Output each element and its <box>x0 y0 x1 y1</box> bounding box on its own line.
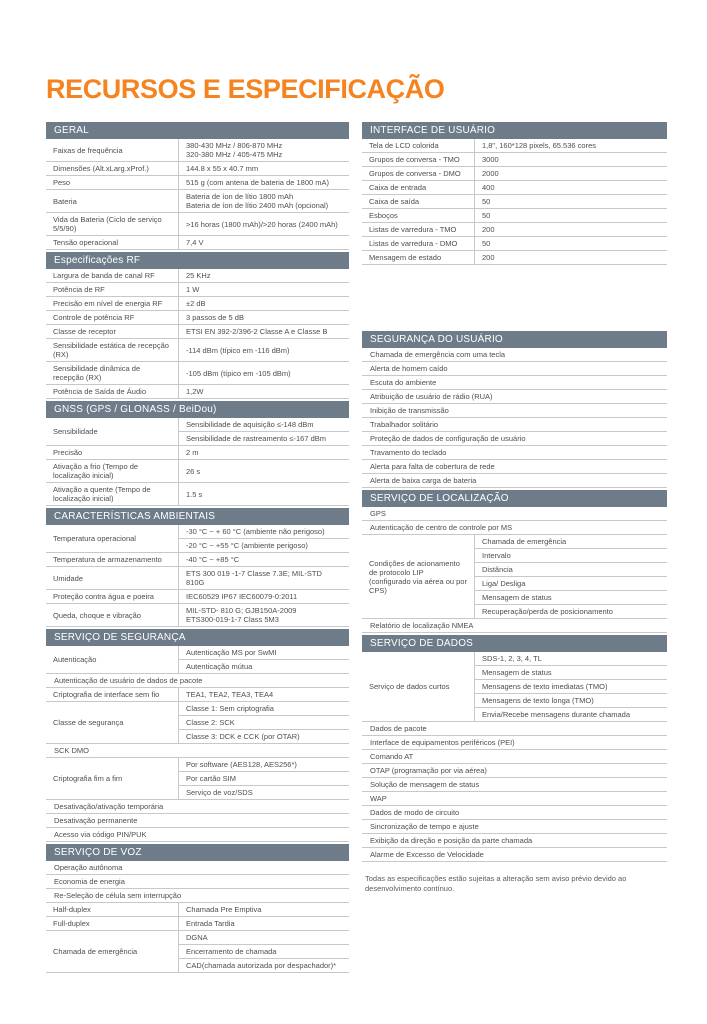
feature-row: Trabalhador solitário <box>362 418 667 432</box>
section-servico-de-seguranca <box>46 629 349 842</box>
spec-label: Dimensões (Alt.xLarg.xProf.) <box>53 164 149 173</box>
spec-label: Classe de receptor <box>53 327 116 336</box>
feature-row: Sincronização de tempo e ajuste <box>362 820 667 834</box>
section-caracteristicas-ambientais-header: CARACTERÍSTICAS AMBIENTAIS <box>46 508 349 525</box>
section-caracteristicas-ambientais <box>46 508 349 627</box>
spec-value-line: Bateria de íon de lítio 2400 mAh (opcional) <box>186 201 329 210</box>
feature-row: Economia de energia <box>46 875 349 889</box>
spec-value-list <box>178 418 349 445</box>
spec-value: IEC60529 IP67 IEC60079-0:2011 <box>178 590 349 603</box>
section-geral <box>46 122 349 250</box>
spec-label: Full-duplex <box>53 919 90 928</box>
spec-label: Chamada de emergência <box>53 947 138 956</box>
spec-value: 50 <box>474 195 667 208</box>
spec-label: Queda, choque e vibração <box>53 610 141 620</box>
spec-value-list <box>178 646 349 673</box>
section-especificacoes-rf-header: Especificações RF <box>46 252 349 269</box>
spec-value: 200 <box>474 251 667 264</box>
spec-value: 3 passos de 5 dB <box>178 311 349 324</box>
feature-row: Comando AT <box>362 750 667 764</box>
spec-label: Precisão <box>53 448 83 457</box>
spec-value <box>178 190 349 212</box>
spec-value: Por software (AES128, AES256*) <box>179 758 349 772</box>
spec-value-line: ETS300-019-1-7 Class 5M3 <box>186 615 279 624</box>
spec-value: 50 <box>474 209 667 222</box>
spec-value: Entrada Tardia <box>178 917 349 930</box>
spec-row <box>362 167 667 181</box>
spec-value-line: Bateria de íon de lítio 1800 mAh <box>186 192 294 201</box>
spec-label: Sensibilidade estática de recepção (RX) <box>53 341 169 359</box>
spec-label: Bateria <box>53 196 77 206</box>
spec-label: Umidade <box>53 573 84 583</box>
left-column <box>46 122 349 975</box>
spec-row <box>46 311 349 325</box>
feature-row: Alarme de Excesso de Velocidade <box>362 848 667 862</box>
section-servico-de-voz-header: SERVIÇO DE VOZ <box>46 844 349 861</box>
spec-value: DGNA <box>179 931 349 945</box>
spec-label: Largura de banda de canal RF <box>53 271 155 280</box>
spec-value: Intervalo <box>475 549 667 563</box>
spec-value: 2 m <box>178 446 349 459</box>
footnote-text: Todas as especificações estão sujeitas a alteração sem aviso prévio devido ao desenvolvimento contínuo. <box>365 874 627 893</box>
spec-row <box>46 385 349 399</box>
spec-row <box>46 483 349 506</box>
spec-row <box>46 297 349 311</box>
spec-value: Mensagem de status <box>475 666 667 680</box>
section-geral-header: GERAL <box>46 122 349 139</box>
spec-row <box>46 176 349 190</box>
spec-row <box>362 223 667 237</box>
spec-value: 400 <box>474 181 667 194</box>
spec-label: Grupos de conversa - DMO <box>369 169 461 178</box>
spec-label: Sensibilidade <box>53 427 98 436</box>
spec-label: Potência de Saída de Áudio <box>53 387 146 396</box>
spec-label: Potência de RF <box>53 285 105 294</box>
spec-value: Distância <box>475 563 667 577</box>
spec-value-line: MIL-STD- 810 G; GJB150A-2009 <box>186 606 297 615</box>
spec-value: ETS 300 019 -1-7 Classe 7.3E; MIL-STD 810G <box>178 567 349 589</box>
spec-row <box>46 325 349 339</box>
feature-row: Travamento do teclado <box>362 446 667 460</box>
spec-label: Temperatura de armazenamento <box>53 555 162 564</box>
spec-value: ±2 dB <box>178 297 349 310</box>
spec-value: CAD(chamada autorizada por despachador)* <box>186 961 337 970</box>
spec-value: -20 °C ~ +55 °C (ambiente perigoso) <box>186 541 308 550</box>
spec-value: Autenticação MS por SwMI <box>179 646 349 660</box>
spec-value: Liga/ Desliga <box>475 577 667 591</box>
spec-value: Classe 3: DCK e CCK (por OTAR) <box>186 732 300 741</box>
spec-value: 3000 <box>474 153 667 166</box>
spec-row <box>46 339 349 362</box>
spec-label: Criptografia de interface sem fio <box>53 690 160 699</box>
spec-value: 200 <box>474 223 667 236</box>
spec-label: Caixa de saída <box>369 197 420 206</box>
spec-value: Encerramento de chamada <box>179 945 349 959</box>
feature-row: Acesso via código PIN/PUK <box>46 828 349 842</box>
section-seguranca-do-usuario <box>362 331 667 488</box>
spec-label: Listas de varredura - DMO <box>369 239 458 248</box>
feature-row: GPS <box>362 507 667 521</box>
spec-value: SDS-1, 2, 3, 4, TL <box>475 652 667 666</box>
spec-value: Mensagens de texto longa (TMO) <box>475 694 667 708</box>
spec-value: -40 °C ~ +85 °C <box>178 553 349 566</box>
spec-value: Mensagens de texto imediatas (TMO) <box>475 680 667 694</box>
spec-value: Classe 2: SCK <box>179 716 349 730</box>
spec-row <box>46 567 349 590</box>
section-servico-de-seguranca-header: SERVIÇO DE SEGURANÇA <box>46 629 349 646</box>
spec-group-row <box>46 758 349 800</box>
feature-row: Autenticação de centro de controle por MS <box>362 521 667 535</box>
spec-label: Autenticação <box>53 655 97 664</box>
spec-value-list <box>178 758 349 799</box>
spec-label: Faixas de frequência <box>53 145 123 155</box>
spec-row <box>46 604 349 627</box>
feature-row: Re-Seleção de célula sem interrupção <box>46 889 349 903</box>
spec-value: Mensagem de status <box>475 591 667 605</box>
feature-row: Alerta para falta de cobertura de rede <box>362 460 667 474</box>
spec-value: 1,2W <box>178 385 349 398</box>
spec-value: 7,4 V <box>178 236 349 249</box>
spec-label: Condições de acionamento de protocolo LIP (configurado via aérea ou por CPS) <box>369 558 467 595</box>
section-servico-de-localizacao-header: SERVIÇO DE LOCALIZAÇÃO <box>362 490 667 507</box>
spec-row <box>46 460 349 483</box>
spec-label: Esboços <box>369 211 398 220</box>
spec-group-row <box>46 931 349 973</box>
spec-value: -105 dBm (típico em -105 dBm) <box>178 362 349 384</box>
spec-label: Caixa de entrada <box>369 183 427 192</box>
feature-row: SCK DMO <box>46 744 349 758</box>
spec-label: Classe de segurança <box>53 718 124 727</box>
spec-value: TEA1, TEA2, TEA3, TEA4 <box>178 688 349 701</box>
spec-label: Ativação a quente (Tempo de localização inicial) <box>53 485 151 503</box>
feature-row: Operação autônoma <box>46 861 349 875</box>
feature-row: Alerta de homem caído <box>362 362 667 376</box>
spec-value: 50 <box>474 237 667 250</box>
spec-label: Listas de varredura - TMO <box>369 225 457 234</box>
spec-label: Temperatura operacional <box>53 534 136 543</box>
spec-value-list <box>178 525 349 552</box>
feature-row: Interface de equipamentos periféricos (PEI) <box>362 736 667 750</box>
section-interface-de-usuario-header: INTERFACE DE USUÁRIO <box>362 122 667 139</box>
feature-row: Escuta do ambiente <box>362 376 667 390</box>
spec-value: Serviço de voz/SDS <box>186 788 253 797</box>
spec-row <box>362 251 667 265</box>
spec-value: 26 s <box>178 460 349 482</box>
page-title: RECURSOS E ESPECIFICAÇÃO <box>46 74 445 104</box>
spec-value: 1,8", 160*128 pixels, 65.536 cores <box>474 139 667 152</box>
spec-value: 515 g (com antena de bateria de 1800 mA) <box>178 176 349 189</box>
spec-value: -114 dBm (típico em -116 dBm) <box>178 339 349 361</box>
spec-group-row <box>46 525 349 553</box>
section-servico-de-localizacao <box>362 490 667 633</box>
spec-value: Sensibilidade de aquisição ≤-148 dBm <box>179 418 349 432</box>
right-column <box>362 122 667 894</box>
spec-value: Chamada de emergência <box>475 535 667 549</box>
section-servico-de-dados-header: SERVIÇO DE DADOS <box>362 635 667 652</box>
feature-row: Atribuição de usuário de rádio (RUA) <box>362 390 667 404</box>
spec-value-list <box>474 535 667 618</box>
spec-label: Controle de potência RF <box>53 313 135 322</box>
spec-row <box>46 283 349 297</box>
section-servico-de-voz <box>46 844 349 973</box>
spec-value-list <box>178 931 349 972</box>
spec-row <box>362 237 667 251</box>
spec-row <box>362 209 667 223</box>
spec-label: Precisão em nível de energia RF <box>53 299 163 308</box>
spec-value: ETSI EN 392-2/396-2 Classe A e Classe B <box>178 325 349 338</box>
section-seguranca-do-usuario-header: SEGURANÇA DO USUÁRIO <box>362 331 667 348</box>
spec-value: -30 °C ~ + 60 °C (ambiente não perigoso) <box>179 525 349 539</box>
spec-value: 144.8 x 55 x 40.7 mm <box>178 162 349 175</box>
feature-row: Dados de modo de circuito <box>362 806 667 820</box>
feature-row: Chamada de emergência com uma tecla <box>362 348 667 362</box>
spec-value: Chamada Pre Emptiva <box>178 903 349 916</box>
feature-row: Relatório de localização NMEA <box>362 619 667 633</box>
spec-group-row <box>46 418 349 446</box>
spec-value-list <box>178 702 349 743</box>
spec-row <box>362 195 667 209</box>
spec-label: Half-duplex <box>53 905 91 914</box>
spec-value <box>178 139 349 161</box>
spec-value <box>178 604 349 626</box>
spec-row <box>46 917 349 931</box>
spec-row <box>46 190 349 213</box>
spec-label: Vida da Bateria (Ciclo de serviço 5/5/90) <box>53 215 162 233</box>
spec-label: Grupos de conversa - TMO <box>369 155 460 164</box>
spec-label: Peso <box>53 178 71 187</box>
spec-row <box>46 213 349 236</box>
spec-group-row <box>46 702 349 744</box>
section-servico-de-dados <box>362 635 667 862</box>
section-interface-de-usuario <box>362 122 667 265</box>
section-gnss <box>46 401 349 506</box>
spec-label: Mensagem de estado <box>369 253 442 262</box>
spec-value: Autenticação mútua <box>186 662 253 671</box>
feature-row: OTAP (programação por via aérea) <box>362 764 667 778</box>
spec-value-line: 380-430 MHz / 806-870 MHz <box>186 141 283 150</box>
spec-label: Proteção contra água e poeira <box>53 592 154 601</box>
spec-row <box>46 553 349 567</box>
spec-label: Sensibilidade dinâmica de recepção (RX) <box>53 364 141 382</box>
feature-row: Inibição de transmissão <box>362 404 667 418</box>
spec-value: 1 W <box>178 283 349 296</box>
spec-row <box>362 153 667 167</box>
spec-row <box>362 181 667 195</box>
spec-value: 1.5 s <box>178 483 349 505</box>
spec-row <box>46 269 349 283</box>
spec-columns <box>46 122 667 975</box>
spec-row <box>46 162 349 176</box>
spec-row <box>46 590 349 604</box>
feature-row: Exibição da direção e posição da parte chamada <box>362 834 667 848</box>
spec-label: Criptografia fim a fim <box>53 774 123 783</box>
spec-value-line: 320-380 MHz / 405-475 MHz <box>186 150 283 159</box>
spec-value-list <box>474 652 667 721</box>
spec-row <box>46 236 349 250</box>
spec-value: 2000 <box>474 167 667 180</box>
spec-group-row <box>362 652 667 722</box>
feature-row: Proteção de dados de configuração de usuário <box>362 432 667 446</box>
spec-value: Recuperação/perda de posicionamento <box>482 607 613 616</box>
spec-value: Classe 1: Sem criptografia <box>179 702 349 716</box>
spec-row <box>362 139 667 153</box>
feature-row: Desativação/ativação temporária <box>46 800 349 814</box>
spec-row <box>46 903 349 917</box>
spec-row <box>46 688 349 702</box>
spec-row <box>46 362 349 385</box>
feature-row: Desativação permanente <box>46 814 349 828</box>
spec-group-row <box>362 535 667 619</box>
feature-row: Dados de pacote <box>362 722 667 736</box>
spec-value: Por cartão SIM <box>179 772 349 786</box>
spec-label: Ativação a frio (Tempo de localização inicial) <box>53 462 139 480</box>
feature-row: WAP <box>362 792 667 806</box>
spec-value: >16 horas (1800 mAh)/>20 horas (2400 mAh) <box>178 213 349 235</box>
feature-row: Alerta de baixa carga de bateria <box>362 474 667 488</box>
spec-label: Serviço de dados curtos <box>369 682 450 691</box>
feature-row: Solução de mensagem de status <box>362 778 667 792</box>
spec-row <box>46 446 349 460</box>
spec-value: Sensibilidade de rastreamento ≤-167 dBm <box>186 434 327 443</box>
spec-label: Tela de LCD colorida <box>369 141 439 150</box>
section-gnss-header: GNSS (GPS / GLONASS / BeiDou) <box>46 401 349 418</box>
section-especificacoes-rf <box>46 252 349 399</box>
feature-row: Autenticação de usuário de dados de pacote <box>46 674 349 688</box>
spec-label: Tensão operacional <box>53 238 119 247</box>
spec-group-row <box>46 646 349 674</box>
spec-row <box>46 139 349 162</box>
spec-value: Envia/Recebe mensagens durante chamada <box>482 710 631 719</box>
spec-value: 25 KHz <box>178 269 349 282</box>
